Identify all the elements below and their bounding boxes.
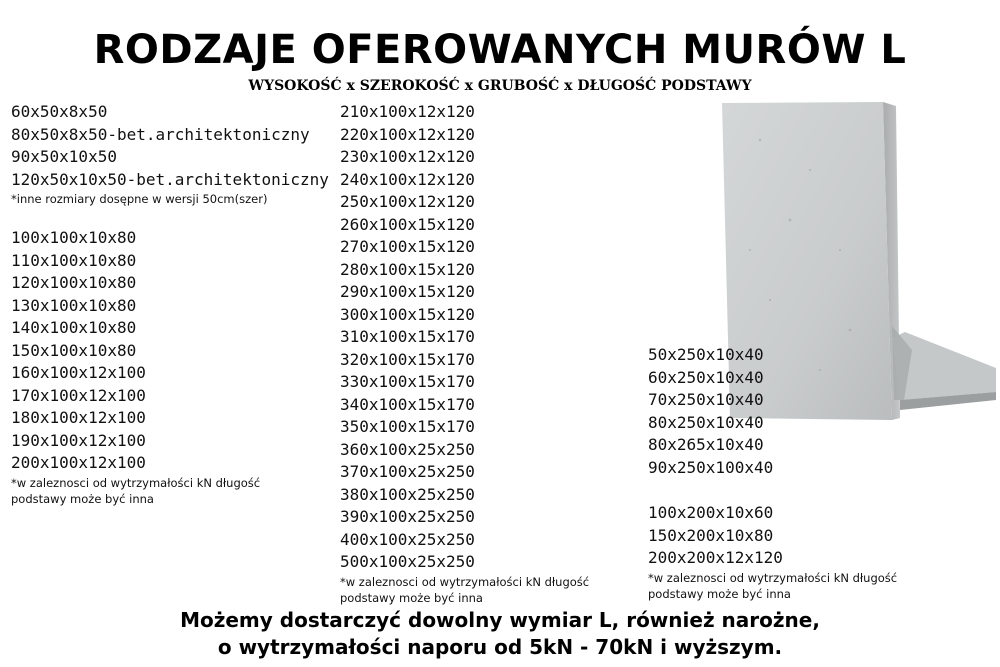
list-item: 290x100x15x120: [340, 282, 475, 301]
list-item: 70x250x10x40: [648, 390, 764, 409]
list-item: 380x100x25x250: [340, 484, 475, 504]
list-item: 320x100x15x170: [340, 349, 475, 369]
list-item: 180x100x12x100: [11, 408, 146, 427]
column-3-dimensions: [648, 344, 968, 602]
footer-statement: [0, 607, 1000, 661]
list-item: 60x250x10x40: [648, 367, 764, 387]
list-item: 90x50x10x50: [11, 147, 117, 166]
list-item: 130x100x10x80: [11, 295, 137, 315]
list-item: 200x200x12x120: [648, 548, 783, 567]
list-item: 370x100x25x250: [340, 462, 475, 481]
column-1-dimensions: [11, 101, 341, 507]
list-item: 310x100x15x170: [340, 327, 475, 346]
list-item: 80x50x8x50-bet.architektoniczny: [11, 124, 310, 144]
list-item: 170x100x12x100: [11, 385, 146, 405]
list-item: 60x50x8x50: [11, 102, 108, 121]
list-item: 140x100x10x80: [11, 318, 137, 337]
page-title: RODZAJE OFEROWANYCH MURÓW L: [93, 27, 907, 73]
footnote: *inne rozmiary dosępne w wersji 50cm(szer): [11, 192, 268, 206]
list-item: 110x100x10x80: [11, 250, 137, 270]
list-item: 120x100x10x80: [11, 273, 137, 292]
list-item: 100x100x10x80: [11, 228, 137, 247]
list-item: 200x100x12x100: [11, 453, 146, 472]
list-item: 300x100x15x120: [340, 304, 475, 324]
list-item: 160x100x12x100: [11, 363, 146, 382]
list-item: 210x100x12x120: [340, 102, 475, 121]
list-item: 360x100x25x250: [340, 439, 475, 459]
footer-line-2: o wytrzymałości naporu od 5kN - 70kN i wyższym.: [217, 635, 783, 659]
list-item: 250x100x12x120: [340, 192, 475, 211]
list-item: 150x100x10x80: [11, 340, 137, 360]
list-item: 390x100x25x250: [340, 507, 475, 526]
list-item: 230x100x12x120: [340, 147, 475, 166]
footer-line-1: Możemy dostarczyć dowolny wymiar L, również narożne,: [180, 608, 820, 632]
footnote: *w zaleznosci od wytrzymałości kN długość podstawy może być inna: [340, 574, 590, 605]
list-item: 100x200x10x60: [648, 503, 774, 522]
list-item: 280x100x15x120: [340, 259, 475, 279]
list-item: 350x100x15x170: [340, 417, 475, 436]
list-item: 340x100x15x170: [340, 394, 475, 414]
page-subtitle: WYSOKOŚĆ x SZEROKOŚĆ x GRUBOŚĆ x DŁUGOŚĆ PODSTAWY: [248, 78, 752, 94]
list-item: 330x100x15x170: [340, 372, 475, 391]
list-item: 190x100x12x100: [11, 430, 146, 450]
list-item: 220x100x12x120: [340, 124, 475, 144]
footnote: *w zaleznosci od wytrzymałości kN długość podstawy może być inna: [648, 570, 898, 601]
list-item: 500x100x25x250: [340, 552, 475, 571]
list-item: 260x100x15x120: [340, 214, 475, 234]
list-item: 120x50x10x50-bet.architektoniczny: [11, 169, 329, 189]
footnote: *w zaleznosci od wytrzymałości kN długość podstawy może być inna: [11, 475, 261, 506]
list-item: 90x250x100x40: [648, 457, 774, 477]
list-item: 240x100x12x120: [340, 169, 475, 189]
list-item: 270x100x15x120: [340, 237, 475, 256]
list-item: 400x100x25x250: [340, 529, 475, 549]
column-2-dimensions: [340, 101, 640, 606]
list-item: 50x250x10x40: [648, 345, 764, 364]
list-item: 80x265x10x40: [648, 435, 764, 454]
list-item: 80x250x10x40: [648, 412, 764, 432]
list-item: 150x200x10x80: [648, 525, 774, 545]
